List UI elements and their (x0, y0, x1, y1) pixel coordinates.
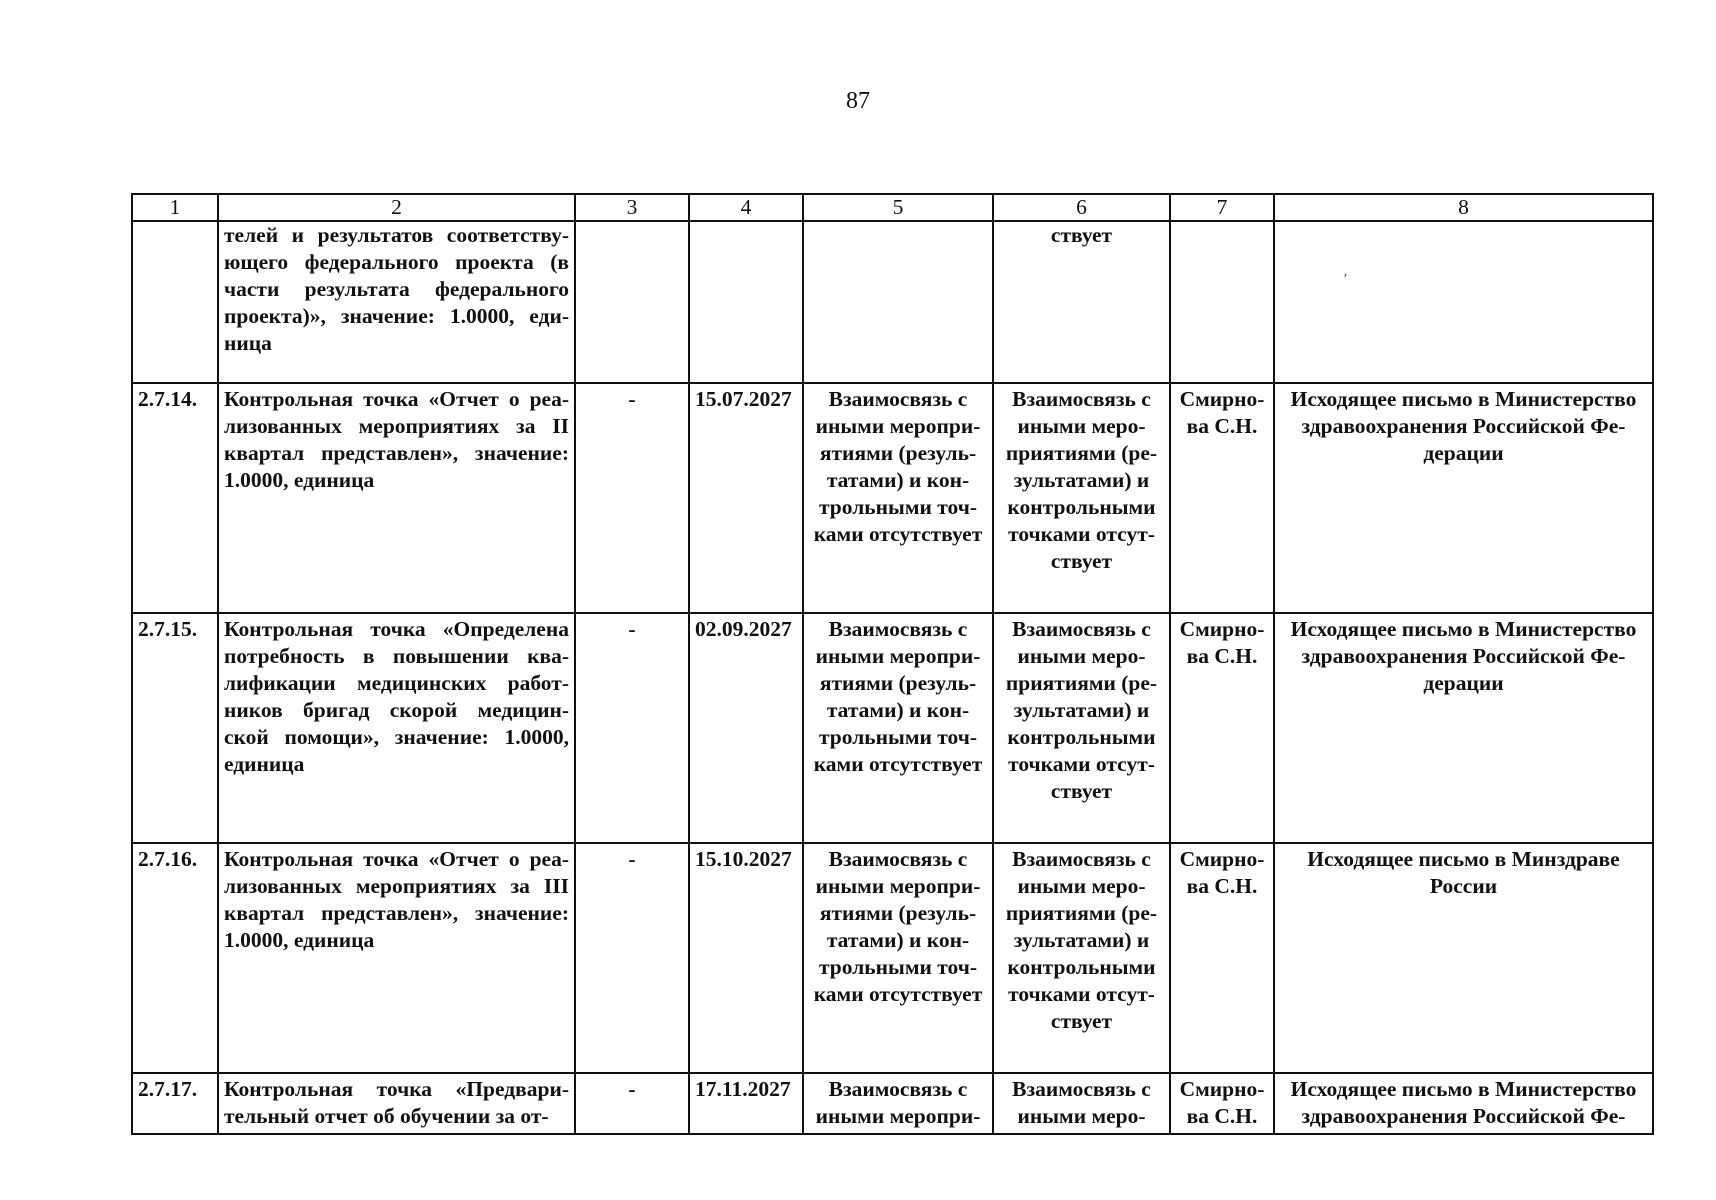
cell-empty (1170, 221, 1274, 383)
cell-number: 2.7.14. (132, 383, 218, 613)
cell-responsible: Смирно-ва С.Н. (1170, 613, 1274, 843)
cell-relationship: Взаимосвязь с иными меро-приятиями (ре-зультатами) и контрольными точками отсут-ствует (993, 613, 1170, 843)
table-row (132, 843, 1653, 1073)
cell-col3: - (575, 383, 689, 613)
cell-date: 02.09.2027 (689, 613, 803, 843)
column-number: 2 (218, 194, 575, 221)
scan-speck: ʼ (1343, 272, 1348, 287)
cell-relationship: Взаимосвязь с иными меро-приятиями (ре-зультатами) и контрольными точками отсут-ствует (993, 383, 1170, 613)
column-number-row (132, 194, 1653, 221)
cell-relationship: Взаимосвязь с иными меропри- (803, 1073, 993, 1134)
cell-responsible: Смирно-ва С.Н. (1170, 1073, 1274, 1134)
cell-empty (1274, 221, 1653, 383)
cell-document: Исходящее письмо в Министерство здравоохранения Российской Фе- (1274, 1073, 1653, 1134)
cell-relationship: Взаимосвязь с иными меропри-ятиями (резуль-татами) и кон-трольными точ-ками отсутствует (803, 843, 993, 1073)
column-number: 8 (1274, 194, 1653, 221)
cell-number: 2.7.17. (132, 1073, 218, 1134)
table-row (132, 613, 1653, 843)
page-number: 87 (846, 88, 870, 114)
cell-date: 17.11.2027 (689, 1073, 803, 1134)
cell-relationship: Взаимосвязь с иными меропри-ятиями (резуль-татами) и кон-трольными точ-ками отсутствует (803, 383, 993, 613)
cell-responsible: Смирно-ва С.Н. (1170, 383, 1274, 613)
column-number: 5 (803, 194, 993, 221)
cell-relationship: Взаимосвязь с иными меро- (993, 1073, 1170, 1134)
cell-col3: - (575, 843, 689, 1073)
table-row (132, 1073, 1653, 1134)
table-row (132, 383, 1653, 613)
table-row-continuation (132, 221, 1653, 383)
column-number: 4 (689, 194, 803, 221)
cell-date: 15.07.2027 (689, 383, 803, 613)
cell-relationship: Взаимосвязь с иными меро-приятиями (ре-зультатами) и контрольными точками отсут-ствует (993, 843, 1170, 1073)
cell-description: Контрольная точка «Отчет о реа-лизованных мероприятиях за III квартал представлен», значение: 1.0000, единица (218, 843, 575, 1073)
column-number: 1 (132, 194, 218, 221)
cell-date: 15.10.2027 (689, 843, 803, 1073)
cell-description: Контрольная точка «Предвари-тельный отчет об обучении за от- (218, 1073, 575, 1134)
cell-description: телей и результатов соответству-ющего федерального проекта (в части результата федерального проекта)», значение: 1.0000, еди-ница (218, 221, 575, 383)
cell-responsible: Смирно-ва С.Н. (1170, 843, 1274, 1073)
cell-description: Контрольная точка «Определена потребность в повышении ква-лификации медицинских работ-ников бригад скорой медицин-ской помощи», значение: 1.0000, единица (218, 613, 575, 843)
cell-empty (132, 221, 218, 383)
cell-empty (689, 221, 803, 383)
cell-empty (575, 221, 689, 383)
cell-document: Исходящее письмо в Министерство здравоохранения Российской Фе-дерации (1274, 613, 1653, 843)
cell-col3: - (575, 1073, 689, 1134)
cell-description: Контрольная точка «Отчет о реа-лизованных мероприятиях за II квартал представлен», значение: 1.0000, единица (218, 383, 575, 613)
control-points-table (131, 193, 1654, 1135)
cell-empty (803, 221, 993, 383)
cell-document: Исходящее письмо в Министерство здравоохранения Российской Фе-дерации (1274, 383, 1653, 613)
column-number: 6 (993, 194, 1170, 221)
column-number: 3 (575, 194, 689, 221)
cell-number: 2.7.16. (132, 843, 218, 1073)
cell-number: 2.7.15. (132, 613, 218, 843)
cell-relationship: Взаимосвязь с иными меропри-ятиями (резуль-татами) и кон-трольными точ-ками отсутствует (803, 613, 993, 843)
cell-document: Исходящее письмо в Минздраве России (1274, 843, 1653, 1073)
cell-col3: - (575, 613, 689, 843)
column-number: 7 (1170, 194, 1274, 221)
cell-relationship: ствует (993, 221, 1170, 383)
